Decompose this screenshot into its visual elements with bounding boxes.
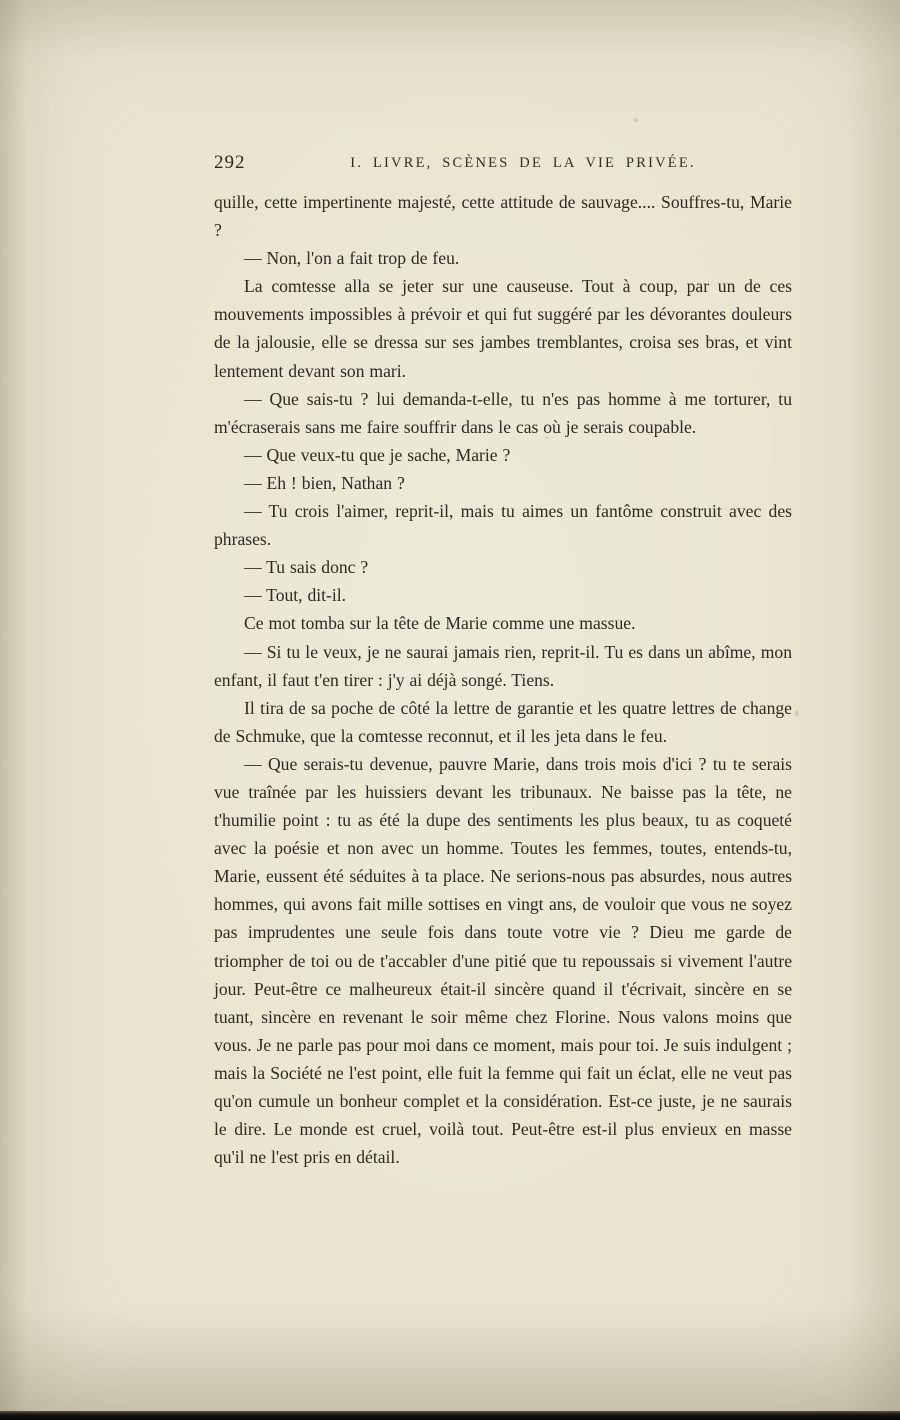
age-speck bbox=[633, 118, 638, 122]
paragraph: — Eh ! bien, Nathan ? bbox=[244, 472, 405, 493]
paragraph: La comtesse alla se jeter sur une causeuse. Tout à coup, par un de ces mouvements impossibles à prévoir et qui fut suggéré par les dévorantes douleurs de la jalousie, elle se dressa sur ses jambes tremblantes, croisa ses bras, et vint lentement devant son mari. bbox=[214, 276, 792, 381]
scan-bottom-edge bbox=[0, 1411, 900, 1420]
running-head bbox=[214, 150, 792, 180]
paragraph: Il tira de sa poche de côté la lettre de garantie et les quatre lettres de change de Schmuke, que la comtesse reconnut, et il les jeta dans le feu. bbox=[214, 697, 792, 746]
running-title: I. LIVRE, SCÈNES DE LA VIE PRIVÉE. bbox=[350, 155, 696, 171]
page-text bbox=[214, 188, 792, 1171]
paragraph: — Tout, dit-il. bbox=[244, 585, 347, 606]
page-number: 292 bbox=[214, 152, 246, 173]
paragraph: — Non, l'on a fait trop de feu. bbox=[244, 248, 460, 269]
paragraph: — Si tu le veux, je ne saurai jamais rien, reprit-il. Tu es dans un abîme, mon enfant, il faut t'en tirer : j'y ai déjà songé. Tiens. bbox=[214, 641, 792, 690]
paragraph: — Que veux-tu que je sache, Marie ? bbox=[244, 444, 511, 465]
paragraph: Ce mot tomba sur la tête de Marie comme une massue. bbox=[244, 613, 636, 634]
paragraph: — Que serais-tu devenue, pauvre Marie, dans trois mois d'ici ? tu te serais vue traînée par les huissiers devant les tribunaux. Ne baisse pas la tête, ne t'humilie point : tu as été la dupe des sentiments les plus beaux, tu as coqueté avec la poésie et non avec un homme. Toutes les femmes, toutes, entends-tu, Marie, eussent été séduites à ta place. Ne serions-nous pas absurdes, nous autres hommes, qui avons fait mille sottises en vingt ans, de vouloir que vous ne soyez pas imprudentes une seule fois dans toute votre vie ? Dieu me garde de triompher de toi ou de t'accabler d'une pitié que tu repoussais si vivement l'autre jour. Peut-être ce malheureux était-il sincère quand il t'écrivait, sincère en se tuant, sincère en revenant le soir même chez Florine. Nous valons moins que vous. Je ne parle pas pour moi dans ce moment, mais pour toi. Je suis indulgent ; mais la Société ne l'est point, elle fuit la femme qui fait un éclat, elle ne veut pas qu'on cumule un bonheur complet et la considération. Est-ce juste, je ne saurais le dire. Le monde est cruel, voilà tout. Peut-être est-il plus envieux en masse qu'il ne l'est pris en détail. bbox=[214, 753, 792, 1168]
paragraph: — Tu crois l'aimer, reprit-il, mais tu aimes un fantôme construit avec des phrases. bbox=[214, 501, 792, 550]
text-column bbox=[214, 150, 792, 1171]
age-speck bbox=[795, 710, 799, 717]
paragraph: — Que sais-tu ? lui demanda-t-elle, tu n'es pas homme à me torturer, tu m'écraserais sans me faire souffrir dans le cas où je serais coupable. bbox=[214, 388, 792, 437]
paragraph: quille, cette impertinente majesté, cette attitude de sauvage.... Souffres-tu, Marie ? bbox=[214, 192, 792, 241]
paragraph: — Tu sais donc ? bbox=[244, 557, 369, 578]
